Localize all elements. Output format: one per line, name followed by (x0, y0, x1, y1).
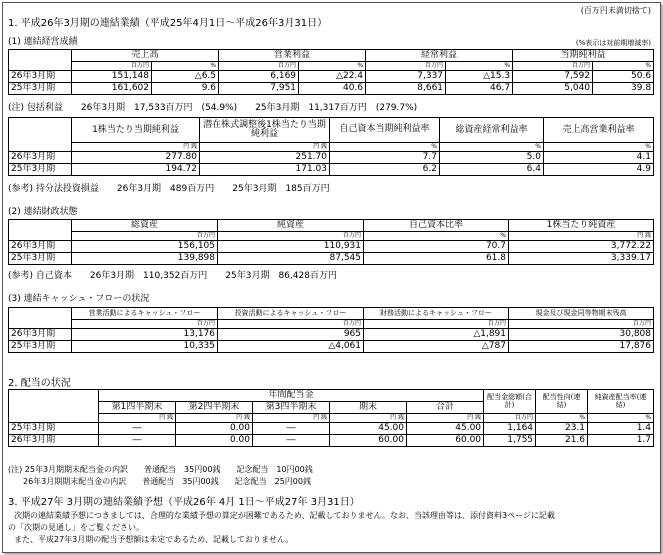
table-row: 25年3月期 139,898 87,545 61.8 3,339.17 (9, 253, 654, 265)
section-title: 1. 平成26年3月期の連結業績（平成25年4月1日～平成26年3月31日） (8, 18, 328, 29)
table-row: 26年3月期 277.80 251.70 7.7 5.0 4.1 (9, 152, 654, 164)
unit-note: (百万円未満切捨て) (580, 6, 651, 15)
table-row: 26年3月期 156,105 110,931 70.7 3,772.22 (9, 241, 654, 253)
dividends-table: 年間配当金 配当金総額(合計) 配当性向(連結) 純資産配当率(連結) 第1四半期末 第2四半期末 第3四半期末 期末 合計 円 銭 円 銭 円 銭 円 銭 円 銭 百万円 % % 25年3月期 ― 0.00 ― 45.00 45.00 1,164 23.1 1.4 26年3月期 ― 0.00 ― 60.00 60.00 1,755 21.6 1.7 (8, 389, 654, 447)
table-row: 26年3月期 151,148 △6.5 6,169 △22.4 7,337 △15.3 7,592 50.6 (9, 71, 654, 83)
dividend-note-2: 26年3月期期末配当金の内訳 普通配当 35円00銭 記念配当 25円00銭 (23, 477, 311, 486)
fin-heading: (2) 連結財政状態 (8, 207, 78, 217)
equity-method-note: (参考) 持分法投資損益 26年3月期 489百万円 25年3月期 185百万円 (8, 184, 330, 194)
col-sales: 売上高 (72, 50, 219, 62)
op-heading: (1) 連結経営成績 (8, 37, 78, 47)
div-heading: 2. 配当の状況 (8, 378, 71, 389)
table-row: 26年3月期 ― 0.00 ― 60.00 60.00 1,755 21.6 1.7 (9, 435, 654, 447)
forecast-line-1: 次期の連結業績予想につきましては、合理的な業績予想の算定が困難であるため、記載しておりません。なお、当該理由等は、添付資料3ページに記載 (14, 511, 555, 520)
col-operating-income: 営業利益 (219, 50, 366, 62)
cash-flow-table: 営業活動によるキャッシュ・フロー 投資活動によるキャッシュ・フロー 財務活動によるキャッシュ・フロー 現金及び現金同等物期末残高 百万円 百万円 百万円 百万円 26年3月期 13,176 965 △1,891 30,808 25年3月期 10,335 △4,061 △787 17,876 (8, 307, 654, 353)
comprehensive-income-note: (注) 包括利益 26年3月期 17,533百万円 (54.9%) 25年3月期 11,317百万円 (279.7%) (8, 103, 418, 113)
dividend-note-1: (注) 25年3月期期末配当金の内訳 普通配当 35円00銭 記念配当 10円00銭 (8, 465, 313, 474)
col-net-income: 当期純利益 (513, 50, 654, 62)
per-share-table: 1株当たり当期純利益 潜在株式調整後1株当たり当期純利益 自己資本当期純利益率 総資産経常利益率 売上高営業利益率 円 銭 円 銭 % % % 26年3月期 277.80 251.70 7.7 5.0 4.1 25年3月期 194.72 171.03 6.2 6.4 4.9 (8, 117, 654, 176)
table-row: 25年3月期 161,602 9.6 7,951 40.6 8,661 46.7 5,040 39.8 (9, 83, 654, 95)
pct-note: (%表示は対前期増減率) (575, 39, 651, 47)
forecast-line-3: また、平成27年3月期の配当予想額は未定であるため、記載しておりません。 (14, 535, 294, 544)
cf-heading: (3) 連結キャッシュ・フローの状況 (8, 294, 150, 304)
table-row: 26年3月期 13,176 965 △1,891 30,808 (9, 329, 654, 341)
forecast-line-2: の「次期の見通し」をご覧ください。 (8, 523, 144, 532)
equity-note: (参考) 自己資本 26年3月期 110,352百万円 25年3月期 86,428百万円 (8, 271, 337, 281)
financial-position-table: 総資産 純資産 自己資本比率 1株当たり純資産 百万円 百万円 % 円 銭 26年3月期 156,105 110,931 70.7 3,772.22 25年3月期 139,898 87,545 61.8 3,339.17 (8, 219, 654, 265)
table-row: 25年3月期 ― 0.00 ― 45.00 45.00 1,164 23.1 1.4 (9, 423, 654, 435)
forecast-title: 3. 平成27年 3月期の連結業績予想（平成26年 4月 1日～平成27年 3月31日） (8, 497, 360, 508)
annual-dividend-header: 年間配当金 (99, 390, 484, 402)
col-ordinary-income: 経常利益 (366, 50, 513, 62)
table-row: 25年3月期 10,335 △4,061 △787 17,876 (9, 341, 654, 353)
operating-results-table: 売上高 営業利益 経常利益 当期純利益 百万円 % 百万円 % 百万円 % 百万円 % 26年3月期 151,148 △6.5 6,169 △22.4 7,337 △15.3 7,592 50.6 25年3月期 161,602 9.6 7,951 40.6 8,661 46.7 5,040 39.8 (8, 49, 654, 95)
table-row: 25年3月期 194.72 171.03 6.2 6.4 4.9 (9, 164, 654, 176)
